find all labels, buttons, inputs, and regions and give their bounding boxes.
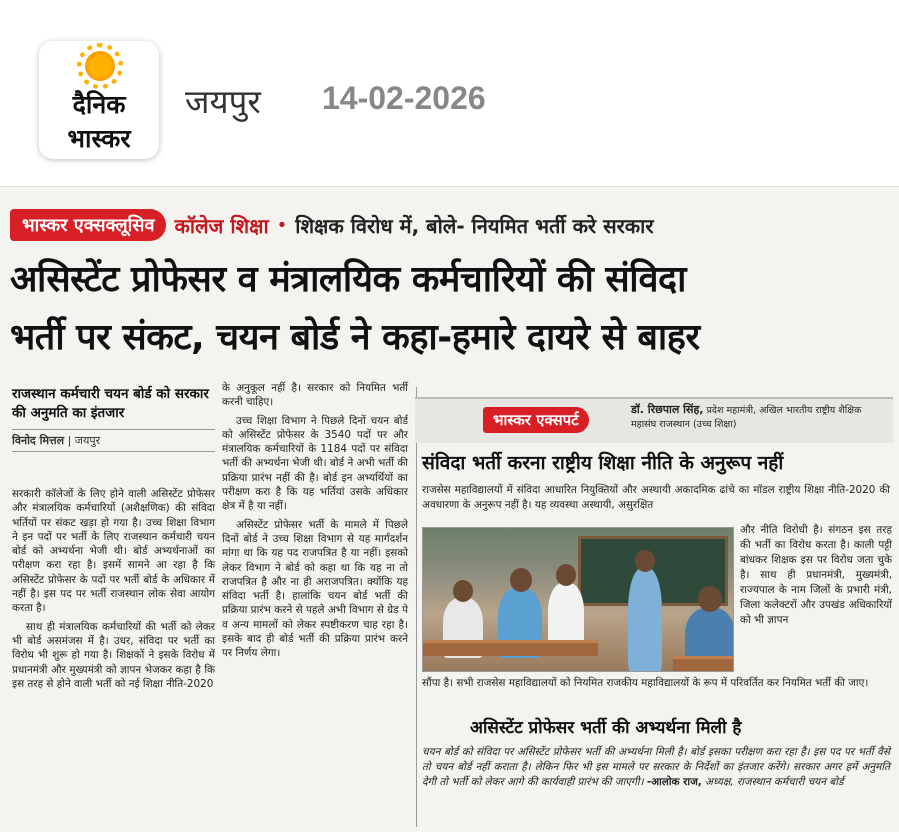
logo-text-line2: भास्कर (67, 124, 131, 153)
sun-icon (85, 51, 115, 81)
expert-designation: प्रदेश महामंत्री, अखिल भारतीय राष्ट्रीय शैक्षिक महासंघ राजस्थान (उच्च शिक्षा) (631, 405, 862, 430)
board-quote (422, 745, 890, 790)
expert-name: डॉ. रिछपाल सिंह, (631, 403, 704, 416)
quote-text: चयन बोर्ड को संविदा पर असिस्टेंट प्रोफेसर भर्ती की अभ्यर्थना मिली है। बोर्ड इसका परीक्षण करा रहा है। इस पद पर भर्ती वैसे तो चयन बोर्ड नहीं कराता है। लेकिन फिर भी इस मामले पर सरकार के निर्देशों का इंतजार करेंगे। सरकार अगर हमें अनुमति देगी तो भर्ती को लेकर आगे की कार्यवाही प्रारंभ की जाएगी। (422, 746, 890, 788)
exclusive-tag: भास्कर एक्सक्लूसिव (10, 209, 166, 241)
kicker-text: शिक्षक विरोध में, बोले- नियमित भर्ती करे सरकार (295, 213, 654, 238)
edition-date: 14-02-2026 (322, 80, 486, 116)
byline-city: जयपुर (74, 434, 101, 447)
paragraph: असिस्टेंट प्रोफेसर भर्ती के मामले में पिछले दिनों बोर्ड ने उच्च शिक्षा विभाग से यह मार्गदर्शन मांगा था कि यह पद राजपत्रित है या नहीं। इसको लेकर विभाग ने बोर्ड को कहा था कि यह ना तो राजपत्रित है और ना ही अराजपत्रित। क्योंकि यह संविदा भर्ती है। हालांकि चयन बोर्ड भर्ती की प्रक्रिया प्रारंभ करने से पहले अभी विभाग से ग्रेड पे व अन्य मामलों को लेकर स्पष्टीकरण चाह रहा है। इसके बाद ही बोर्ड भर्ती की प्रक्रिया प्रारंभ करने पर निर्णय लेगा। (222, 518, 408, 660)
edition-city: जयपुर (185, 82, 261, 121)
student-head (556, 564, 576, 586)
byline-name: विनोद मित्तल (12, 434, 65, 447)
headline-line-2: भर्ती पर संकट, चयन बोर्ड ने कहा-हमारे दायरे से बाहर (10, 317, 700, 358)
teacher-figure (628, 568, 662, 672)
expert-intro: राजसेस महाविद्यालयों में संविदा आधारित नियुक्तियों और अस्थायी अकादमिक ढांचे का मॉडल राष्ट्रीय शिक्षा नीति-2020 की अवधारणा के अनुरूप नहीं है। यह व्यवस्था अस्थायी, असुरक्षित (422, 484, 890, 511)
desk (673, 656, 734, 672)
student-head (698, 586, 722, 612)
kicker-category: कॉलेज शिक्षा (174, 213, 269, 238)
byline-separator: | (64, 434, 75, 447)
kicker-row (10, 207, 654, 243)
subhead: राजस्थान कर्मचारी चयन बोर्ड को सरकार की अनुमति का इंतजार (12, 386, 209, 421)
newspaper-logo[interactable] (39, 41, 159, 159)
expert-banner (415, 397, 893, 443)
desk (423, 640, 598, 656)
expert-side-text: और नीति विरोधी है। संगठन इस तरह की भर्ती का विरोध करता है। काली पट्टी बांधकर शिक्षक इस पर विरोध जता चुके है। साथ ही प्रधानमंत्री, मुख्यमंत्री, राज्यपाल के नाम जिलों के प्रभारी मंत्री, जिला कलेक्टरों और उपखंड अधिकारियों को भी ज्ञापन (740, 524, 892, 626)
newspaper-clipping (0, 186, 899, 832)
quote-author: -आलोक राज, (646, 776, 702, 788)
byline (12, 429, 215, 452)
headline-line-1: असिस्टेंट प्रोफेसर व मंत्रालयिक कर्मचारियों की संविदा (10, 259, 686, 300)
quote-author-title: अध्यक्ष, राजस्थान कर्मचारी चयन बोर्ड (705, 776, 844, 788)
paragraph: सरकारी कॉलेजों के लिए होने वाली असिस्टेंट प्रोफेसर और मंत्रालयिक कर्मचारियों (अशैक्षणिक) की संविदा भर्तियों पर संकट खड़ा हो गया है। उच्च शिक्षा विभाग ने इन पदों पर भर्ती के लिए राजस्थान कर्मचारी चयन बोर्ड को अभ्यर्थना भेजी थी। बोर्ड अभ्यर्थनाओं का परीक्षण करा रहा है। इसमें सामने आ रहा है कि असिस्टेंट प्रोफेसर के पदों पर भर्ती बोर्ड के अधिकार में नहीं है। इस पद पर भर्ती राजस्थान लोक सेवा आयोग करता है। (12, 488, 215, 615)
expert-text: सौंपा है। सभी राजसेस महाविद्यालयों को नियमित राजकीय महाविद्यालयों के रूप में परिवर्तित कर नियमित भर्ती की जाए। (422, 677, 869, 689)
logo-text-line1: दैनिक (72, 90, 126, 119)
student-head (510, 568, 532, 592)
left-column-header (12, 385, 215, 458)
teacher-head (635, 550, 655, 572)
paragraph: साथ ही मंत्रालयिक कर्मचारियों की भर्ती को लेकर भी बोर्ड असमंजस में है। उधर, संविदा पर भर्ती का विरोध भी शुरू हो गया है। शिक्षकों ने इसके विरोध में प्रधानमंत्री और मुख्यमंत्री को ज्ञापन भेजकर कहा है कि इस तरह से होने वाली भर्ती को नई शिक्षा नीति-2020 (12, 620, 215, 690)
column-divider (416, 387, 417, 827)
article-column-1 (12, 487, 215, 695)
secondary-headline: असिस्टेंट प्रोफेसर भर्ती की अभ्यर्थना मिली है (470, 718, 742, 738)
student-head (453, 580, 473, 602)
paragraph: उच्च शिक्षा विभाग ने पिछले दिनों चयन बोर्ड को असिस्टेंट प्रोफेसर के 3540 पदों पर और मंत्रालयिक कर्मचारियों के 1184 पदों पर संविदा भर्ती की अभ्यर्थना भेजी थी। बोर्ड ने अभी भर्ती की प्रक्रिया प्रारंभ नहीं की है। बोर्ड इन अभ्यर्थियों का परीक्षण करा है कि यह भर्तियां उसके अधिकार क्षेत्र में है या नहीं। (222, 414, 408, 513)
paragraph: के अनुकूल नहीं है। सरकार को नियमित भर्ती करनी चाहिए। (222, 382, 408, 409)
kicker-bullet: • (276, 214, 288, 236)
expert-tag: भास्कर एक्सपर्ट (483, 407, 589, 433)
headline (10, 251, 890, 367)
classroom-photo (422, 527, 734, 672)
article-column-2 (222, 381, 408, 665)
expert-title: संविदा भर्ती करना राष्ट्रीय शिक्षा नीति के अनुरूप नहीं (422, 452, 784, 474)
expert-credit (631, 403, 889, 432)
